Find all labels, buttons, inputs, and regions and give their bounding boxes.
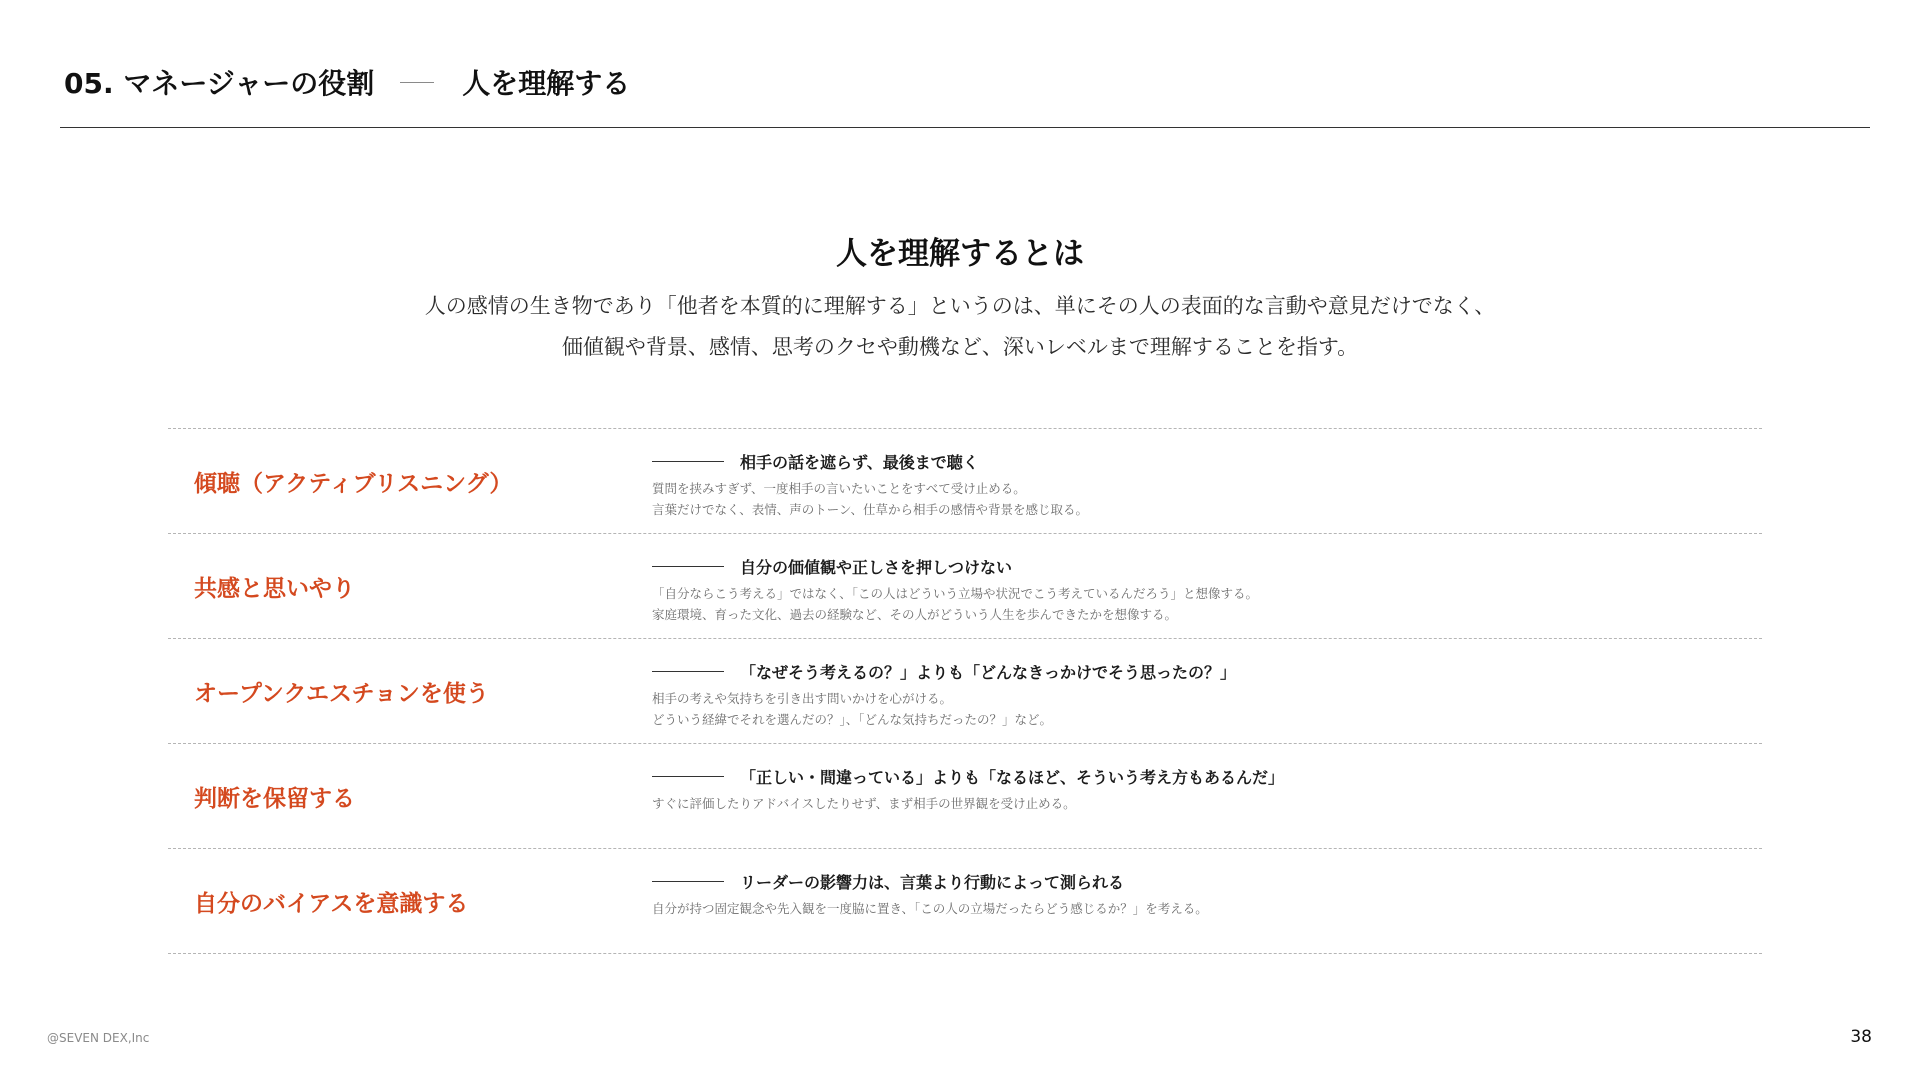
list-item: [168, 639, 1762, 744]
principles-list: [168, 428, 1762, 954]
hero-title: 人を理解するとは: [836, 236, 1084, 272]
item-description: [652, 793, 1742, 814]
list-item: [168, 429, 1762, 534]
description-line: 相手の考えや気持ちを引き出す問いかけを心がける。: [652, 691, 953, 706]
item-body: [652, 659, 1742, 730]
heading-rule: [652, 671, 724, 672]
description-line: 自分が持つ固定観念や先入観を一度脇に置き、「この人の立場だったらどう感じるか？」を考える。: [652, 901, 1208, 916]
header-separator: [400, 82, 434, 83]
item-title: 判断を保留する: [194, 785, 355, 812]
description-line: 言葉だけでなく、表情、声のトーン、仕草から相手の感情や背景を感じ取る。: [652, 502, 1089, 517]
description-line: すぐに評価したりアドバイスしたりせず、まず相手の世界観を受け止める。: [652, 796, 1076, 811]
item-heading-text: 相手の話を遮らず、最後まで聴く: [740, 452, 979, 472]
description-line: どういう経緯でそれを選んだの？」、「どんな気持ちだったの？」など。: [652, 712, 1053, 727]
hero-lead: [0, 286, 1920, 368]
item-body: [652, 554, 1742, 625]
item-body: [652, 869, 1742, 919]
item-heading: [652, 449, 1742, 473]
description-line: 「自分ならこう考える」ではなく、「この人はどういう立場や状況でこう考えているんだろう」と想像する。: [652, 586, 1259, 601]
item-title: 共感と思いやり: [194, 575, 355, 602]
item-title: オープンクエスチョンを使う: [194, 680, 489, 707]
item-heading: [652, 764, 1742, 788]
item-heading: [652, 554, 1742, 578]
list-item: [168, 744, 1762, 849]
page-header: [64, 62, 630, 102]
page-number: 38: [1850, 1027, 1872, 1047]
hero-lead-line: 人の感情の生き物であり「他者を本質的に理解する」というのは、単にその人の表面的な言動や意見だけでなく、: [424, 294, 1496, 318]
item-heading-text: 「正しい・間違っている」よりも「なるほど、そういう考え方もあるんだ」: [740, 767, 1285, 787]
heading-rule: [652, 566, 724, 567]
item-heading-text: 自分の価値観や正しさを押しつけない: [740, 557, 1013, 577]
item-title: 傾聴（アクティブリスニング）: [194, 470, 513, 497]
topic-title: 人を理解する: [462, 67, 631, 100]
item-description: [652, 478, 1742, 520]
item-description: [652, 583, 1742, 625]
item-body: [652, 449, 1742, 520]
item-heading: [652, 869, 1742, 893]
item-title: 自分のバイアスを意識する: [194, 890, 469, 917]
heading-rule: [652, 461, 724, 462]
copyright: @SEVEN DEX,Inc: [47, 1031, 150, 1045]
item-description: [652, 898, 1742, 919]
item-heading-text: 「なぜそう考えるの？」よりも「どんなきっかけでそう思ったの？」: [740, 662, 1237, 682]
section-title: 05. マネージャーの役割: [64, 67, 375, 100]
heading-rule: [652, 776, 724, 777]
item-body: [652, 764, 1742, 814]
description-line: 質問を挟みすぎず、一度相手の言いたいことをすべて受け止める。: [652, 481, 1026, 496]
list-item: [168, 534, 1762, 639]
header-divider: [60, 127, 1870, 128]
item-description: [652, 688, 1742, 730]
item-heading-text: リーダーの影響力は、言葉より行動によって測られる: [740, 872, 1125, 892]
hero-lead-line: 価値観や背景、感情、思考のクセや動機など、深いレベルまで理解することを指す。: [561, 335, 1359, 359]
heading-rule: [652, 881, 724, 882]
description-line: 家庭環境、育った文化、過去の経験など、その人がどういう人生を歩んできたかを想像する。: [652, 607, 1178, 622]
list-item: [168, 849, 1762, 954]
item-heading: [652, 659, 1742, 683]
